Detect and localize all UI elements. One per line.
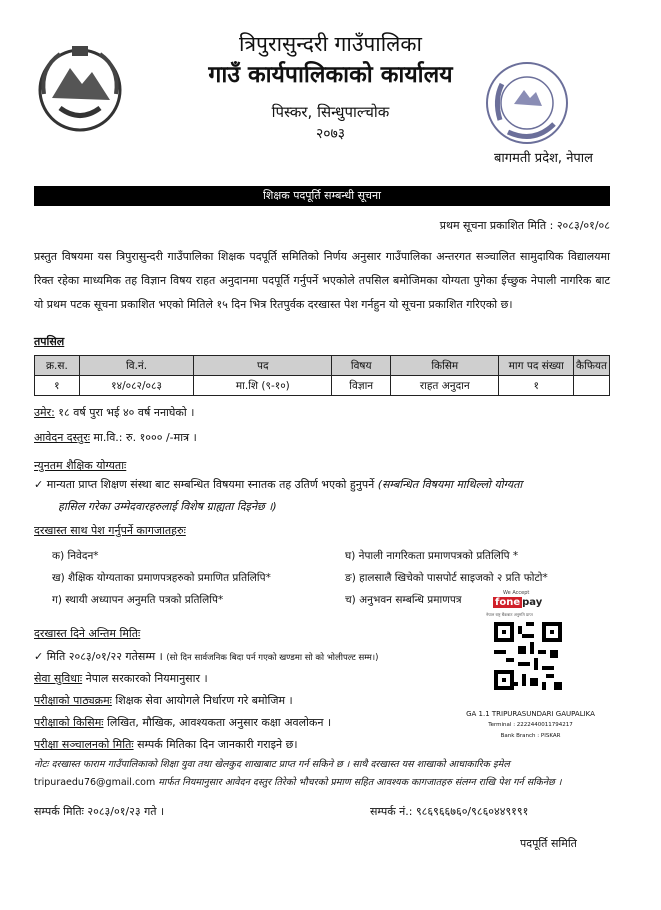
exam-date-value: सम्पर्क मितिका दिन जानकारी गराइने छ। [133, 738, 298, 751]
note-text: मार्फत नियमानुसार आवेदन दस्तुर तिरेको भौचरको प्रमाण सहित आवश्यक कागजातहरु संलग्न राखि पेश गर्न सकिनेछ । [155, 777, 562, 788]
header-year: २०७३ [315, 126, 346, 142]
account-name: GA 1.1 TRIPURASUNDARI GAUPALIKA [466, 710, 595, 718]
signature: पदपूर्ति समिति [520, 837, 577, 850]
qualification-line1 [34, 477, 522, 492]
table-cell: राहत अनुदान [391, 376, 499, 396]
fonepay-tagline: नेपाल राष्ट्र बैंकबाट अनुमति प्राप्त [486, 612, 533, 617]
exam-syllabus [34, 693, 293, 708]
intro-paragraph: प्रस्तुत विषयमा यस त्रिपुरासुन्दरी गाउँपालिका शिक्षक पदपूर्ति समितिको निर्णय अनुसार गाउँपालिका अन्तरगत सञ्चालित सामुदायिक विद्यालयमा रिक्त रहेका माध्यमिक तह विज्ञान विषय राहत अनुदानमा पदपूर्ति गर्नुपर्ने भएकोले तपसिल बमोजिमका योग्यता पुगेका ईच्छुक नेपाली नागरिक बाट यो प्रथम पटक सूचना प्रकाशित भएको मितिले १५ दिन भित्र रितपुर्वक दरखास्त पेश गर्नहुन यो सूचना प्रकाशित गरिएको छ। [34, 250, 610, 311]
header-office: गाउँ कार्यपालिकाको कार्यालय [208, 62, 453, 88]
deadline-value: ✓ मिति २०८३/०१/२२ गतेसम्म । [34, 650, 163, 663]
nepal-emblem-left [30, 38, 130, 138]
syllabus-label: परीक्षाको पाठ्यक्रमः [34, 694, 112, 707]
table-header-row [35, 356, 610, 376]
table-cell: १ [499, 376, 574, 396]
table-header: कैफियत [574, 356, 610, 376]
deadline-note: (सो दिन सार्वजनिक बिदा पर्न गएको खण्डमा सो को भोलीपल्ट सम्म।) [166, 653, 379, 663]
terminal-number: Terminal : 2222440011794217 [488, 722, 573, 728]
exam-type-label: परीक्षाको किसिमः [34, 716, 104, 729]
fee-label: आवेदन दस्तुरः [34, 431, 90, 444]
table-cell: विज्ञान [332, 376, 391, 396]
table-cell: मा.शि (९-१०) [194, 376, 332, 396]
contact-date: सम्पर्क मितिः २०८३/०१/२३ गते । [34, 805, 165, 818]
age-value: १८ वर्ष पुरा भई ४० वर्ष ननाघेको । [54, 406, 195, 419]
payment-block [448, 590, 628, 760]
documents-label: दरखास्त साथ पेश गर्नुपर्ने कागजातहरुः [34, 524, 186, 537]
notice-title-bar: शिक्षक पदपूर्ति सम्बन्धी सूचना [34, 186, 610, 206]
vacancy-table [34, 355, 610, 396]
list-item: ङ) हालसालै खिचेको पासपोर्ट साइजको २ प्रति फोटो* [345, 572, 548, 584]
documents-left [52, 545, 271, 611]
exam-date-label: परीक्षा सञ्चालनको मितिः [34, 738, 134, 751]
fonepay-brand: fone [495, 597, 521, 608]
list-item: ग) स्थायी अध्यापन अनुमति पत्रको प्रतिलिपि* [52, 594, 224, 606]
exam-type-value: लिखित, मौखिक, आवश्यकता अनुसार कक्षा अवलोकन । [103, 716, 332, 729]
bank-branch: Bank Branch : PISKAR [500, 733, 561, 739]
table-header: वि.नं. [79, 356, 193, 376]
exam-date [34, 737, 298, 752]
note-line1: नोटः दरखास्त फाराम गाउँपालिकाको शिक्षा युवा तथा खेलकुद शाखाबाट प्राप्त गर्न सकिने छ । साथै दरखास्त यस शाखाको आधाकारिक इमेल [34, 759, 510, 770]
qualification-label: न्युनतम शैक्षिक योग्यताः [34, 459, 127, 472]
list-item: घ) नेपाली नागरिकता प्रमाणपत्रको प्रतिलिपि * [345, 550, 519, 562]
tapsil-label: तपसिल [34, 335, 65, 348]
exam-type [34, 715, 331, 730]
deadline-label: दरखास्त दिने अन्तिम मितिः [34, 627, 141, 640]
fonepay-logo [493, 597, 542, 608]
list-item: ख) शैक्षिक योग्यताका प्रमाणपत्रहरुको प्रमाणित प्रतिलिपि* [52, 572, 271, 584]
header-municipality: त्रिपुरासुन्दरी गाउँपालिका [239, 32, 422, 56]
table-header: पद [194, 356, 332, 376]
qualification-line2: हासिल गरेका उम्मेदवारहरुलाई विशेष ग्राह्यता दिइनेछ ।) [58, 500, 277, 513]
table-cell: १ [35, 376, 80, 396]
contact-number: सम्पर्क नं.: ९८६९६६७६०/९८६०४४९१९१ [370, 805, 529, 818]
table-header: माग पद संख्या [499, 356, 574, 376]
qr-code [494, 622, 562, 690]
we-accept-label: We Accept [503, 590, 530, 596]
fee-value: मा.वि.: रु. १००० /-मात्र । [89, 431, 197, 444]
table-header: क्र.स. [35, 356, 80, 376]
table-cell [574, 376, 610, 396]
list-item: च) अनुभवन सम्बन्धि प्रमाणपत्र [345, 594, 462, 606]
email-link[interactable]: tripuraedu76@gmail.com [34, 777, 156, 788]
table-header: किसिम [391, 356, 499, 376]
table-header: विषय [332, 356, 391, 376]
qualification-note: (सम्बन्धित विषयमा माथिल्लो योग्यता [377, 478, 523, 491]
syllabus-value: शिक्षक सेवा आयोगले निर्धारण गरे बमोजिम । [111, 694, 293, 707]
deadline-line [34, 649, 378, 664]
publish-date: प्रथम सूचना प्रकाशित मिति : २०८३/०१/०८ [439, 219, 610, 232]
age-requirement [34, 405, 194, 420]
age-label: उमेर: [34, 406, 55, 419]
table-cell: १४/०८२/०८३ [79, 376, 193, 396]
header-province: बागमती प्रदेश, नेपाल [494, 151, 593, 166]
list-item: क) निवेदन* [52, 550, 99, 562]
service-facility [34, 671, 208, 686]
application-fee [34, 430, 197, 445]
table-row [35, 376, 610, 396]
note-line2 [34, 775, 634, 788]
facility-label: सेवा सुविधाः [34, 672, 83, 685]
fonepay-brand2: pay [522, 597, 543, 608]
qualification-text: ✓ मान्यता प्राप्त शिक्षण संस्था बाट सम्बन्धित विषयमा स्नातक तह उतिर्ण भएको हुनुपर्ने [34, 478, 378, 491]
header-address: पिस्कर, सिन्धुपाल्चोक [271, 103, 390, 121]
facility-value: नेपाल सरकारको नियमानुसार । [82, 672, 208, 685]
